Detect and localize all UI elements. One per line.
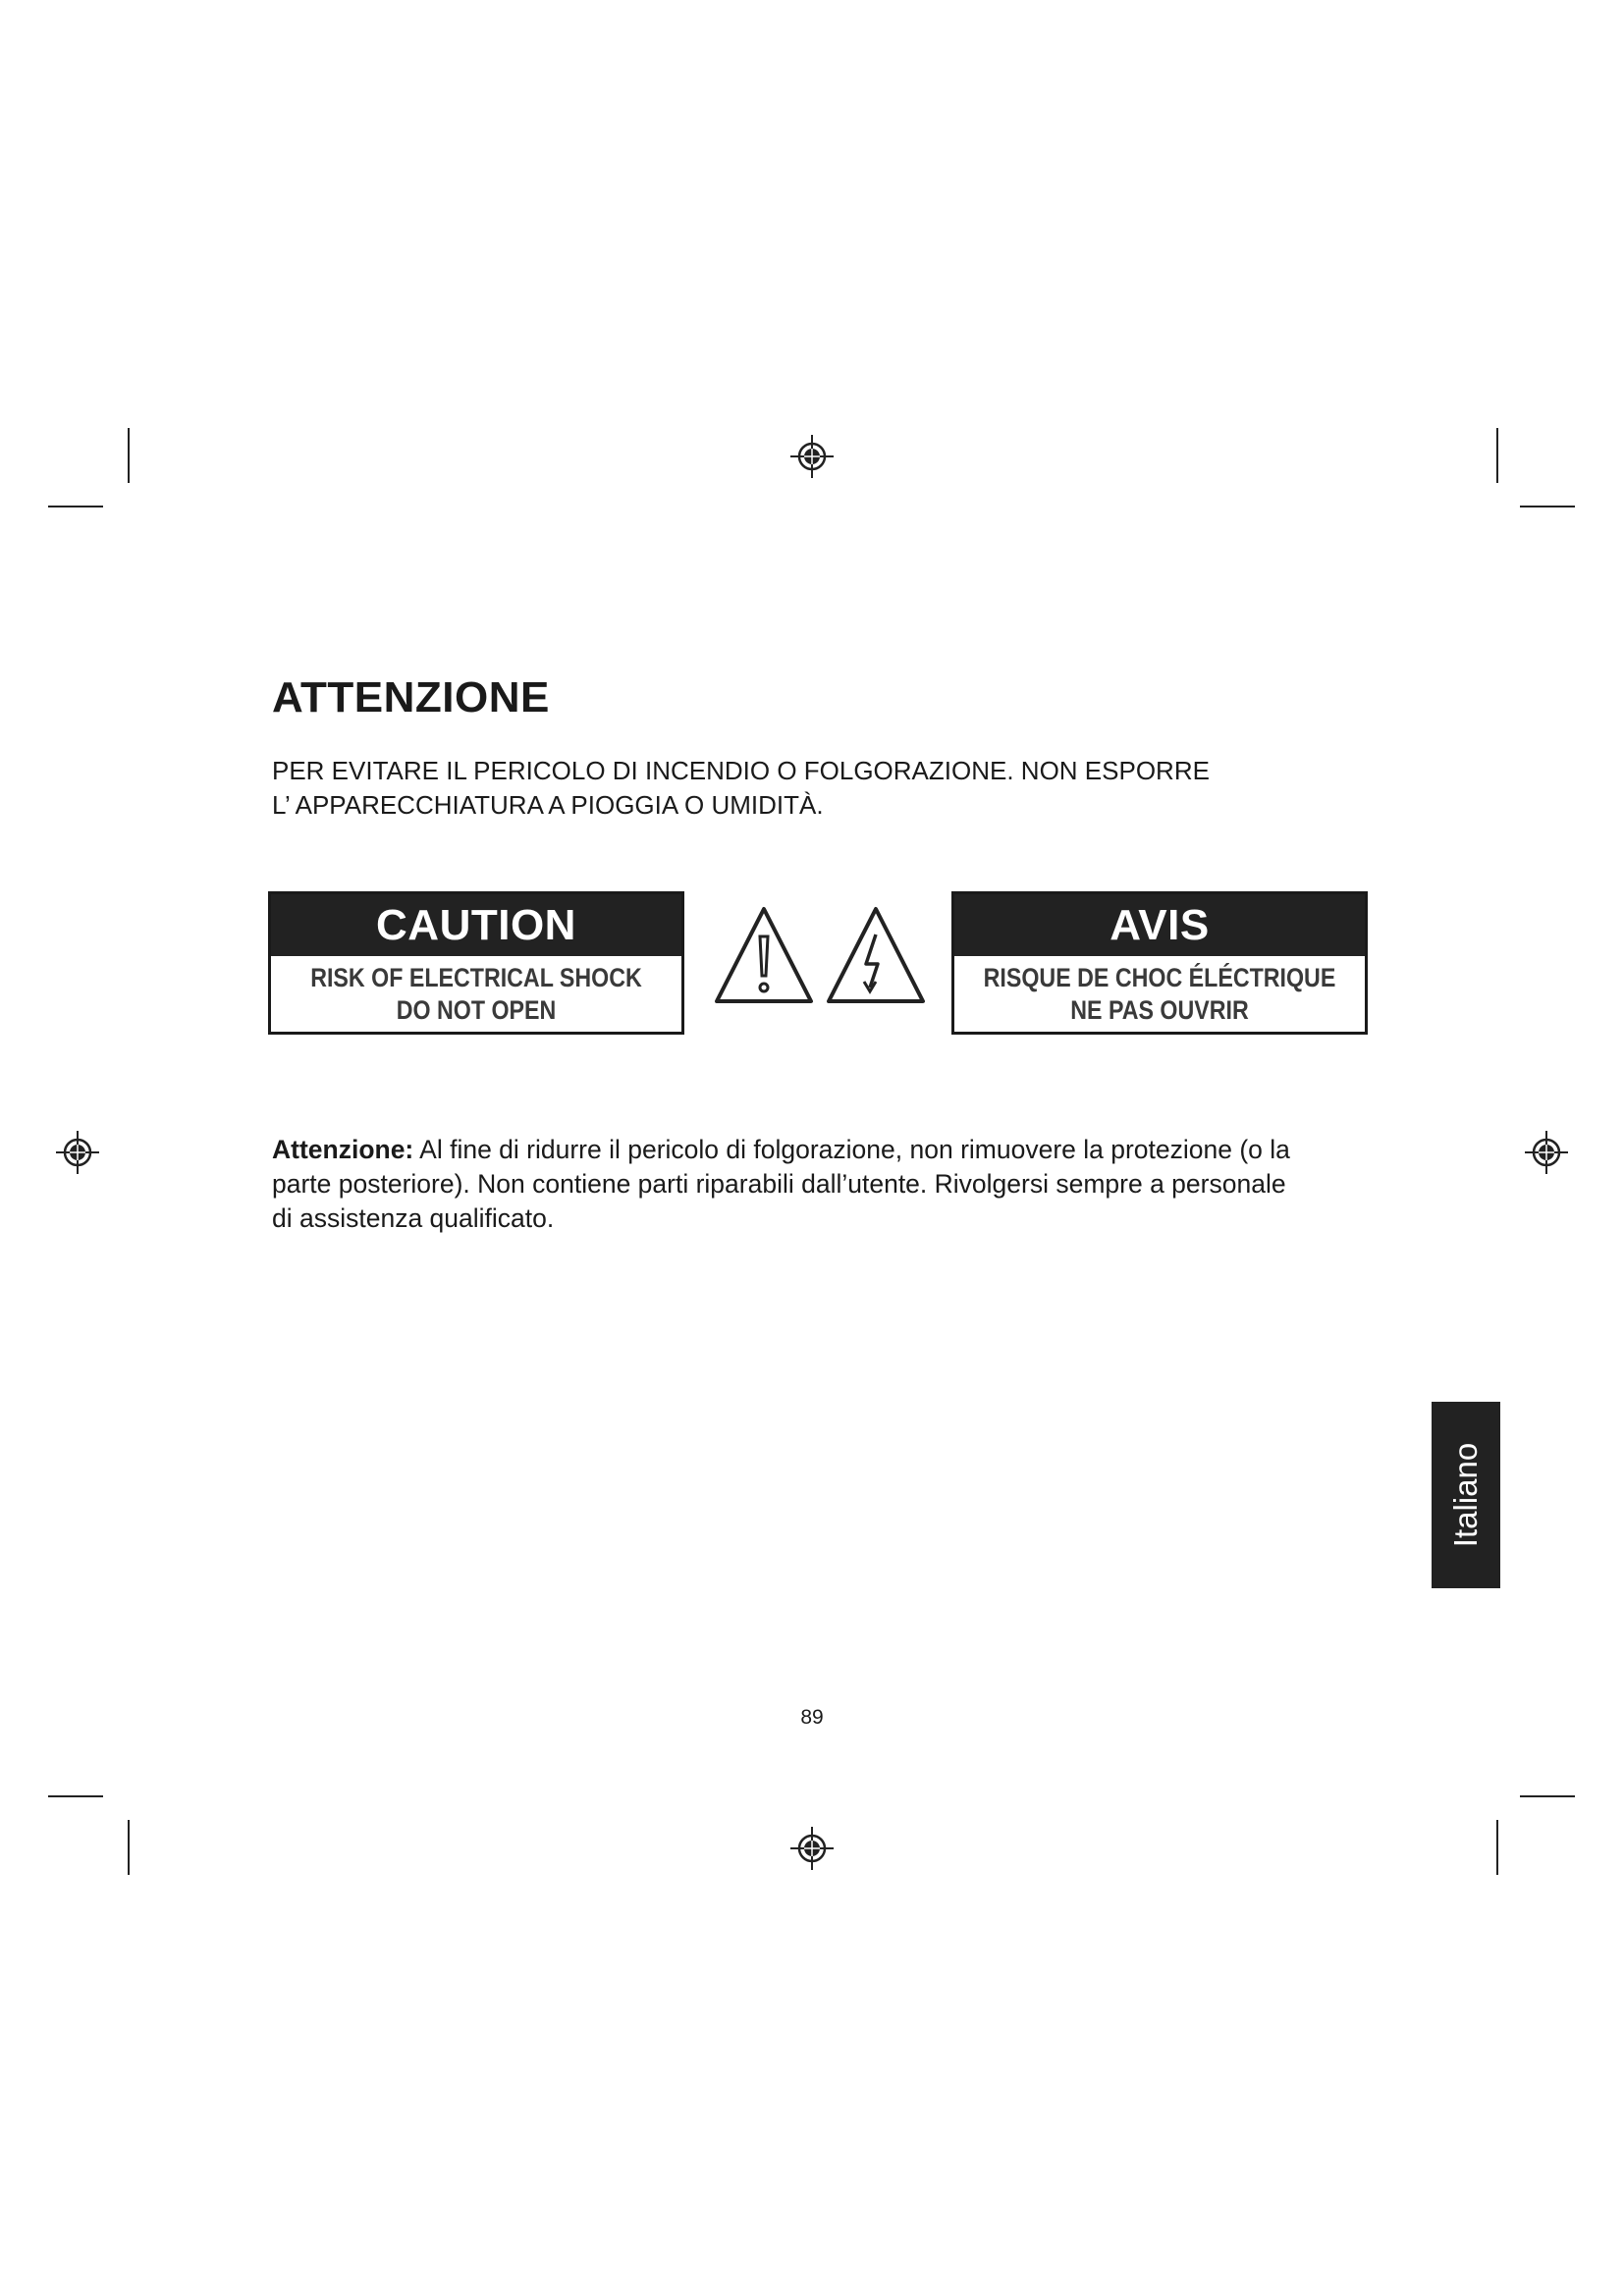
caution-label-title: CAUTION xyxy=(271,894,681,956)
avis-label-title: AVIS xyxy=(954,894,1365,956)
crop-mark-bottom-right-horizontal xyxy=(1520,1795,1575,1797)
registration-mark-icon xyxy=(788,1825,836,1872)
note-line: di assistenza qualificato. xyxy=(272,1203,555,1233)
crop-mark-bottom-left-vertical xyxy=(128,1820,130,1875)
note-line: parte posteriore). Non contiene parti riparabili dall’utente. Rivolgersi sempre a personale xyxy=(272,1169,1286,1199)
registration-mark-icon xyxy=(54,1129,101,1176)
page-number: 89 xyxy=(800,1706,824,1729)
exclamation-warning-icon xyxy=(717,909,811,1001)
avis-label-body xyxy=(983,956,1335,1027)
shock-caution-note xyxy=(272,1133,1372,1236)
warning-line: PER EVITARE IL PERICOLO DI INCENDIO O FOLGORAZIONE. NON ESPORRE xyxy=(272,756,1210,785)
avis-label-line: NE PAS OUVRIR xyxy=(1070,995,1249,1025)
language-tab-label: Italiano xyxy=(1447,1442,1484,1548)
caution-label xyxy=(268,891,684,1035)
caution-label-line: DO NOT OPEN xyxy=(396,995,557,1025)
crop-mark-bottom-right-vertical xyxy=(1496,1820,1498,1875)
fire-shock-warning xyxy=(272,754,1352,823)
registration-mark-icon xyxy=(788,433,836,480)
crop-mark-top-right-horizontal xyxy=(1520,506,1575,507)
crop-mark-top-left-vertical xyxy=(128,428,130,483)
registration-mark-icon xyxy=(1523,1129,1570,1176)
caution-label-line: RISK OF ELECTRICAL SHOCK xyxy=(310,963,642,992)
language-tab xyxy=(1432,1402,1500,1588)
caution-label-body xyxy=(299,956,652,1027)
note-line-text: Al fine di ridurre il pericolo di folgorazione, non rimuovere la protezione (o la xyxy=(413,1135,1290,1164)
note-lead: Attenzione: xyxy=(272,1135,414,1164)
crop-mark-top-right-vertical xyxy=(1496,428,1498,483)
page-title: ATTENZIONE xyxy=(272,673,550,721)
avis-label-line: RISQUE DE CHOC ÉLÉCTRIQUE xyxy=(983,963,1336,992)
crop-mark-top-left-horizontal xyxy=(48,506,103,507)
lightning-warning-icon xyxy=(829,909,923,1001)
warning-line: L’ APPARECCHIATURA A PIOGGIA O UMIDITÀ. xyxy=(272,790,824,820)
warning-symbols xyxy=(713,903,927,1011)
crop-mark-bottom-left-horizontal xyxy=(48,1795,103,1797)
note-line xyxy=(272,1133,1372,1167)
avis-label xyxy=(951,891,1368,1035)
